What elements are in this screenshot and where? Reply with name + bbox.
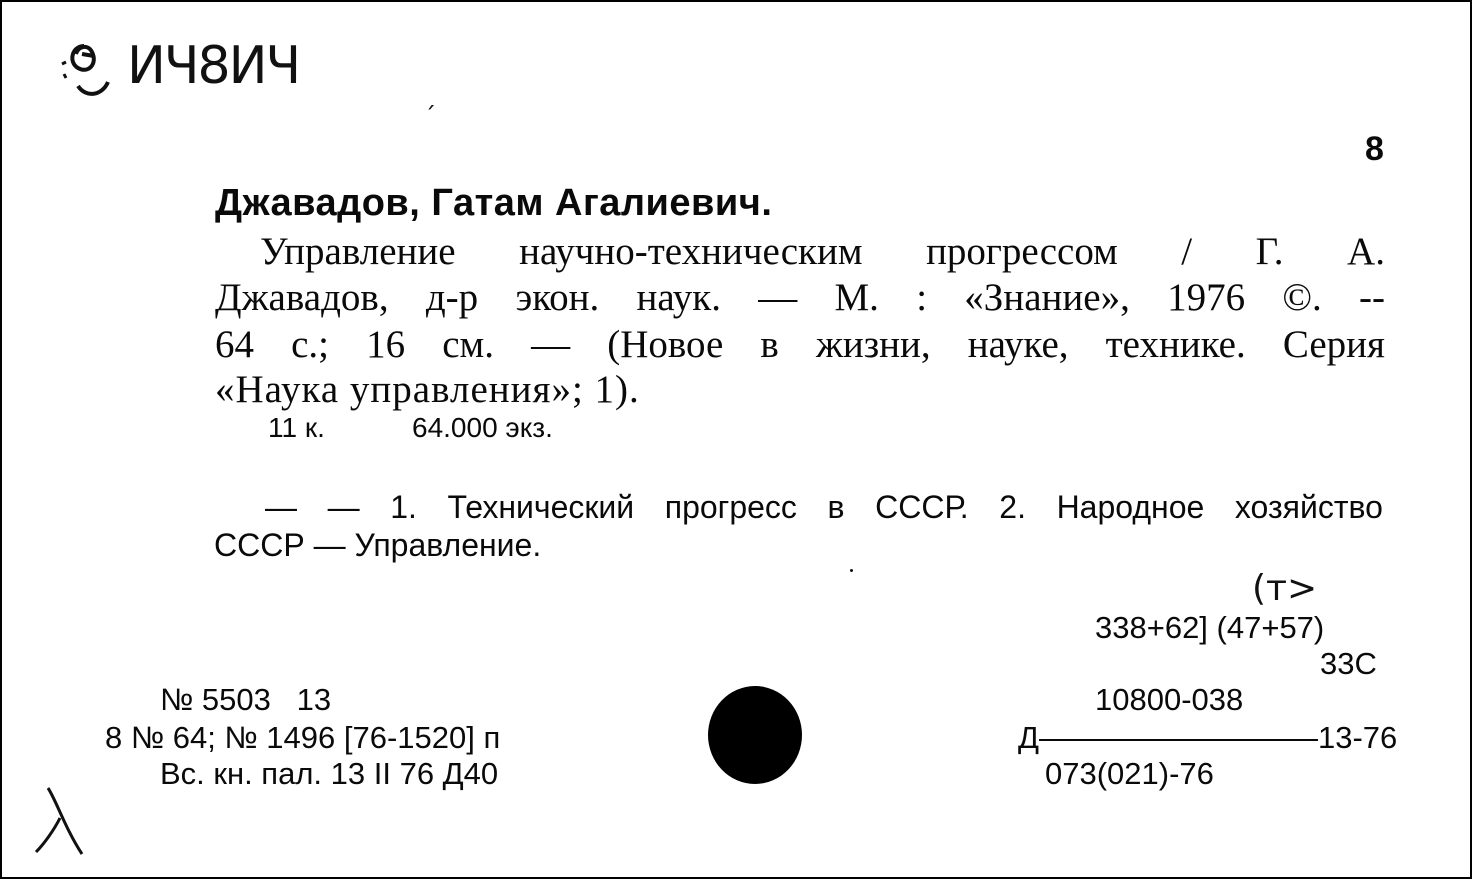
handwritten-class-mark: (т> (1252, 568, 1318, 609)
code-middle: Д—————————13-76 (1018, 720, 1398, 755)
subject-word: — (327, 489, 360, 525)
author-heading: Джавадов, Гатам Агалиевич. (215, 182, 773, 224)
subject-word: Народное (1056, 489, 1205, 525)
body-word: Г. (1255, 230, 1284, 273)
code-top: 10800-038 (1095, 682, 1244, 717)
body-word: наук. (636, 276, 721, 319)
body-word: см. (442, 323, 494, 366)
body-line-3 (215, 322, 1385, 367)
body-word: 16 (366, 323, 406, 366)
print-info-line-3: Вс. кн. пал. 13 II 76 Д40 (160, 756, 499, 791)
handwritten-inventory-number: ИЧ8ИЧ (127, 36, 300, 96)
body-word: : (916, 276, 928, 319)
body-word: экон. (515, 276, 600, 319)
handwritten-tick: ˏ (424, 82, 436, 110)
body-word: / (1181, 230, 1193, 273)
print-info-line-1: № 5503 13 (160, 682, 332, 717)
body-word: (Новое (607, 323, 724, 366)
bbk-index: 33С (1320, 646, 1377, 681)
body-word: д-р (425, 276, 479, 319)
body-word: жизни, (815, 323, 931, 366)
code-bottom: 073(021)-76 (1045, 756, 1214, 791)
subjects-line-2: СССР — Управление. (214, 527, 542, 563)
punch-hole (708, 686, 802, 784)
body-word: М. (834, 276, 879, 319)
body-word: 1976 (1167, 276, 1246, 319)
body-word: — (531, 323, 571, 366)
body-word: -- (1359, 276, 1385, 319)
subject-word: в (827, 489, 845, 525)
body-word: «Знание», (964, 276, 1130, 319)
body-word: технике. (1105, 323, 1246, 366)
subject-word: хозяйство (1234, 489, 1383, 525)
subject-word: СССР. (875, 489, 969, 525)
subject-word: 1. (390, 489, 417, 525)
price: 11 к. (268, 412, 325, 443)
subject-word: прогресс (664, 489, 797, 525)
subject-word: — (265, 489, 297, 525)
body-word: Джавадов, (215, 276, 389, 319)
body-word: науке, (967, 323, 1069, 366)
body-line-4: «Наука управления»; 1). (215, 368, 640, 411)
body-word: в (760, 323, 779, 366)
handwritten-lambda-icon (30, 780, 90, 860)
body-word: Серия (1282, 323, 1385, 366)
udc-index: 338+62] (47+57) (1095, 610, 1325, 645)
body-line-1 (260, 229, 1385, 274)
card-number: 8 (1365, 130, 1384, 168)
body-word: Управление (260, 230, 456, 273)
body-word: научно-техническим (519, 230, 863, 273)
body-word: с.; (291, 323, 330, 366)
body-word: ©. (1282, 276, 1322, 319)
subjects-line-1 (265, 489, 1383, 526)
handwritten-stamp-icon (54, 34, 118, 104)
subject-word: 2. (999, 489, 1026, 525)
body-word: 64 (215, 323, 254, 366)
subject-word: Технический (447, 489, 635, 525)
speck (850, 569, 853, 572)
print-info-line-2: 8 № 64; № 1496 [76-1520] п (105, 720, 501, 755)
body-word: А. (1347, 230, 1385, 273)
body-word: — (758, 276, 798, 319)
body-line-2 (215, 275, 1385, 320)
copies: 64.000 экз. (412, 412, 553, 443)
body-word: прогрессом (926, 230, 1118, 273)
